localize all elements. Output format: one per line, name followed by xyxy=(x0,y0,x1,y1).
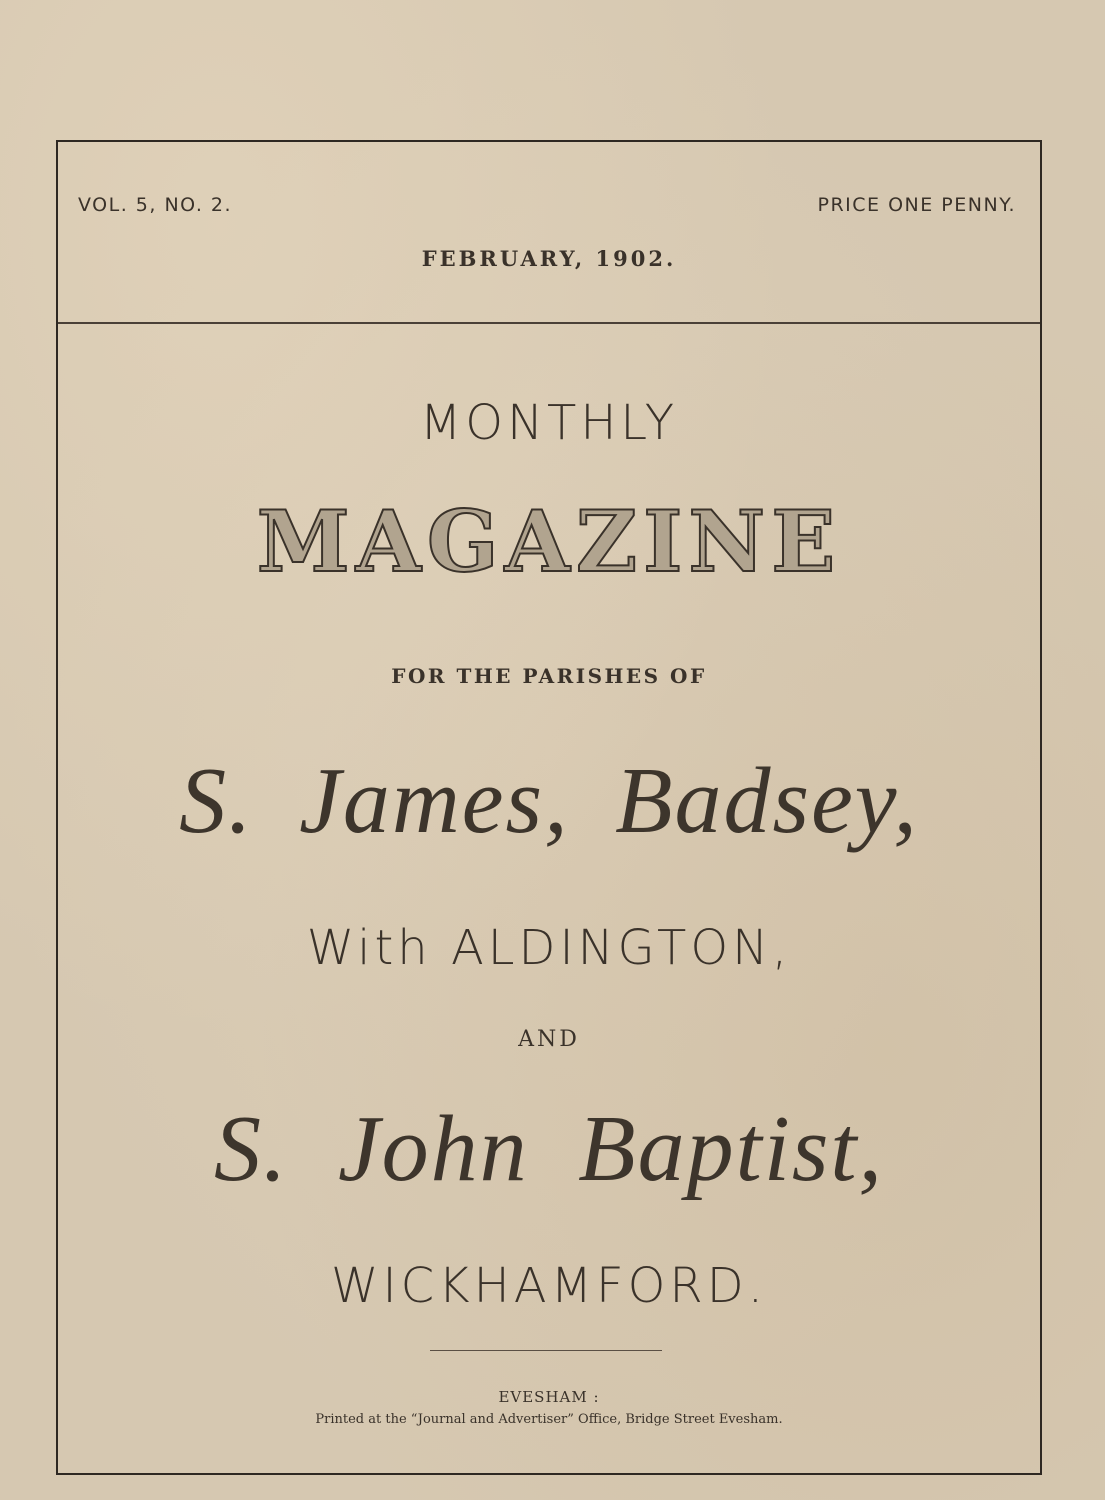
price-label: PRICE ONE PENNY. xyxy=(817,194,1016,216)
subtitle-parishes: FOR THE PARISHES OF xyxy=(391,664,707,688)
imprint-divider xyxy=(430,1350,662,1351)
imprint-printer: Printed at the “Journal and Advertiser” Office, Bridge Street Evesham. xyxy=(315,1412,783,1427)
parish-aldington: With ALDINGTON, xyxy=(306,920,792,976)
issue-date: FEBRUARY, 1902. xyxy=(421,246,677,271)
parish-badsey: S. James, Badsey, xyxy=(179,749,919,853)
header-row xyxy=(78,194,1016,216)
cover-border xyxy=(56,140,1042,1475)
imprint-city: EVESHAM : xyxy=(498,1388,600,1406)
conjunction-and: AND xyxy=(518,1027,580,1052)
parish-wickhamford: WICKHAMFORD. xyxy=(331,1258,767,1314)
parish-john-baptist: S. John Baptist, xyxy=(213,1097,885,1201)
volume-number: VOL. 5, NO. 2. xyxy=(78,194,233,216)
title-magazine: MAGAZINE xyxy=(256,492,842,591)
header-divider xyxy=(58,322,1040,324)
title-monthly: MONTHLY xyxy=(419,395,679,451)
